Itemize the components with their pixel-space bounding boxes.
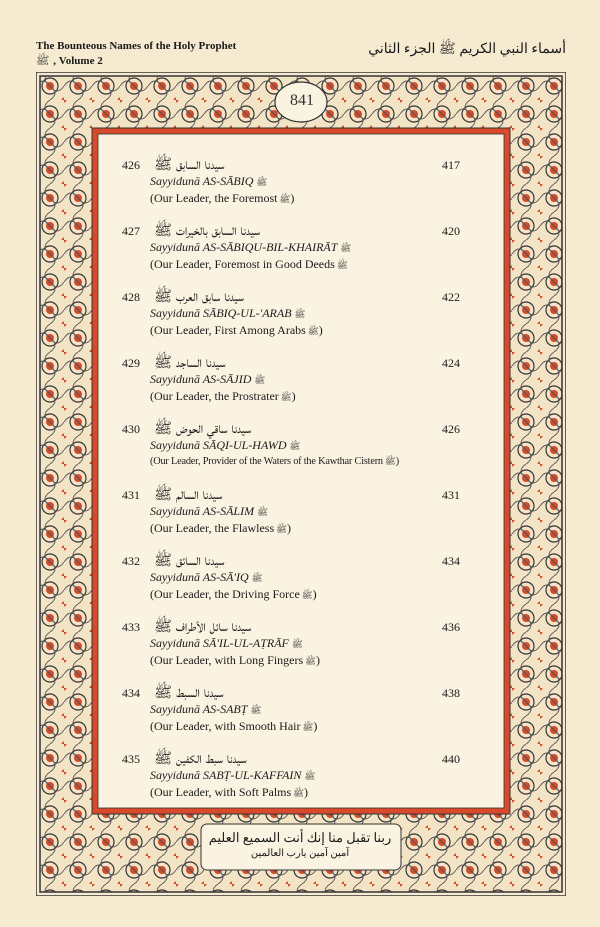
english-text: (Our Leader, with Soft Palms <box>150 785 292 799</box>
entry-number: 431 <box>122 488 140 502</box>
honorific-icon: ﷺ <box>302 722 314 732</box>
entry-number: 429 <box>122 356 140 370</box>
entry-number: 427 <box>122 224 140 238</box>
english-meaning <box>150 653 320 669</box>
list-item <box>102 216 498 280</box>
arabic-name: سيدنا السائق ﷺ <box>154 553 225 569</box>
arabic-name: سيدنا السبط ﷺ <box>154 685 224 701</box>
english-meaning <box>150 587 317 603</box>
transliteration <box>150 504 268 520</box>
arabic-name: سيدنا السابق بالخيرات ﷺ <box>154 223 261 239</box>
translit-text: Sayyidunā AS-SĀJID <box>150 372 252 386</box>
translit-text: Sayyidunā SABṬ-UL-KAFFAIN <box>150 768 302 782</box>
reference-number: 440 <box>442 752 460 766</box>
subtitle-arabic: ﷺ <box>36 55 50 67</box>
transliteration <box>150 768 315 784</box>
footer-line-2: آمين آمين يارب العالمين <box>250 848 350 859</box>
volume-label <box>36 54 103 70</box>
english-text: (Our Leader, First Among Arabs <box>150 323 306 337</box>
footer-line-1: ربنا تقبل منا إنك أنت السميع العليم <box>208 830 392 845</box>
list-item <box>102 282 498 346</box>
translit-text: Sayyidunā SĀBIQ-UL-'ARAB <box>150 306 292 320</box>
honorific-icon: ﷺ <box>307 326 319 336</box>
english-meaning <box>150 521 291 537</box>
entry-number: 428 <box>122 290 140 304</box>
honorific-icon: ﷺ <box>256 177 268 187</box>
english-close: ) <box>316 653 321 667</box>
list-item <box>102 348 498 412</box>
reference-number: 422 <box>442 290 460 304</box>
entry-number: 434 <box>122 686 140 700</box>
honorific-icon: ﷺ <box>384 456 396 466</box>
english-close: ) <box>290 191 295 205</box>
honorific-icon: ﷺ <box>254 375 266 385</box>
subtitle-text: , Volume 2 <box>53 55 103 67</box>
honorific-icon: ﷺ <box>289 441 301 451</box>
english-close: ) <box>291 389 296 403</box>
transliteration <box>150 438 300 454</box>
translit-text: Sayyidunā AS-SĀBIQU-BIL-KHAIRĀT <box>150 240 338 254</box>
english-meaning <box>150 785 308 801</box>
list-item <box>102 744 498 808</box>
reference-number: 426 <box>442 422 460 436</box>
reference-number: 436 <box>442 620 460 634</box>
arabic-name: سيدنا السالم ﷺ <box>154 487 223 503</box>
list-item <box>102 414 498 478</box>
arabic-name: سيدنا سابق العرب ﷺ <box>154 289 244 305</box>
translit-text: Sayyidunā AS-SĀ'IQ <box>150 570 249 584</box>
reference-number: 424 <box>442 356 460 370</box>
reference-number: 438 <box>442 686 460 700</box>
translit-text: Sayyidunā AS-SĀLIM <box>150 504 255 518</box>
english-close: ) <box>318 323 323 337</box>
honorific-icon: ﷺ <box>250 705 262 715</box>
entry-number: 435 <box>122 752 140 766</box>
arabic-name: سيدنا ساقي الحوض ﷺ <box>154 421 252 437</box>
honorific-icon: ﷺ <box>294 309 306 319</box>
english-text: (Our Leader, the Foremost <box>150 191 278 205</box>
english-close: ) <box>287 521 292 535</box>
english-text: (Our Leader, Provider of the Waters of the Kawthar Cistern <box>150 456 383 467</box>
honorific-icon: ﷺ <box>279 194 291 204</box>
page-number: 841 <box>290 92 314 109</box>
honorific-icon: ﷺ <box>276 524 288 534</box>
entry-number: 433 <box>122 620 140 634</box>
list-item <box>102 480 498 544</box>
translit-text: Sayyidunā AS-SĀBIQ <box>150 174 254 188</box>
transliteration <box>150 636 303 652</box>
honorific-icon: ﷺ <box>251 573 263 583</box>
honorific-icon: ﷺ <box>293 788 305 798</box>
list-item <box>102 612 498 676</box>
english-meaning <box>150 719 317 735</box>
honorific-icon: ﷺ <box>280 392 292 402</box>
arabic-name: سيدنا السابق ﷺ <box>154 157 225 173</box>
honorific-icon: ﷺ <box>305 656 317 666</box>
reference-number: 420 <box>442 224 460 238</box>
transliteration <box>150 306 305 322</box>
transliteration <box>150 240 351 256</box>
entry-number: 432 <box>122 554 140 568</box>
arabic-name: سيدنا الساجد ﷺ <box>154 355 226 371</box>
reference-number: 431 <box>442 488 460 502</box>
english-text: (Our Leader, with Long Fingers <box>150 653 304 667</box>
footer-prayer <box>200 822 400 870</box>
list-item <box>102 678 498 742</box>
translit-text: Sayyidunā SĀQI-UL-HAWD <box>150 438 287 452</box>
english-meaning <box>150 389 296 405</box>
transliteration <box>150 702 261 718</box>
translit-text: Sayyidunā SĀ'IL-UL-AṬRĀF <box>150 636 289 650</box>
arabic-name: سيدنا سبط الكفين ﷺ <box>154 751 247 767</box>
english-meaning <box>150 323 323 339</box>
list-item <box>102 150 498 214</box>
book-title: The Bounteous Names of the Holy Prophet <box>36 40 237 52</box>
english-meaning <box>150 455 399 469</box>
english-text: (Our Leader, the Driving Force <box>150 587 300 601</box>
transliteration <box>150 174 267 190</box>
english-close: ) <box>313 719 318 733</box>
honorific-icon: ﷺ <box>257 507 268 517</box>
english-close: ) <box>304 785 309 799</box>
arabic-header: أسماء النبي الكريم ﷺ الجزء الثاني <box>368 42 566 57</box>
list-item <box>102 546 498 610</box>
english-text: (Our Leader, Foremost in Good Deeds <box>150 257 335 271</box>
english-meaning <box>150 191 294 207</box>
english-close: ) <box>312 587 317 601</box>
english-text: (Our Leader, the Flawless <box>150 521 275 535</box>
page-header <box>0 0 600 70</box>
honorific-icon: ﷺ <box>301 590 313 600</box>
english-close: ) <box>395 456 399 467</box>
english-text: (Our Leader, the Prostrater <box>150 389 279 403</box>
names-list <box>102 140 498 822</box>
transliteration <box>150 372 265 388</box>
honorific-icon: ﷺ <box>336 260 348 270</box>
entry-number: 426 <box>122 158 140 172</box>
honorific-icon: ﷺ <box>291 639 303 649</box>
translit-text: Sayyidunā AS-SABṬ <box>150 702 248 716</box>
reference-number: 417 <box>442 158 460 172</box>
english-meaning <box>150 257 348 273</box>
english-text: (Our Leader, with Smooth Hair <box>150 719 301 733</box>
transliteration <box>150 570 263 586</box>
honorific-icon: ﷺ <box>304 771 316 781</box>
honorific-icon: ﷺ <box>340 243 352 253</box>
reference-number: 434 <box>442 554 460 568</box>
arabic-name: سيدنا سائل الأطراف ﷺ <box>154 619 252 635</box>
entry-number: 430 <box>122 422 140 436</box>
